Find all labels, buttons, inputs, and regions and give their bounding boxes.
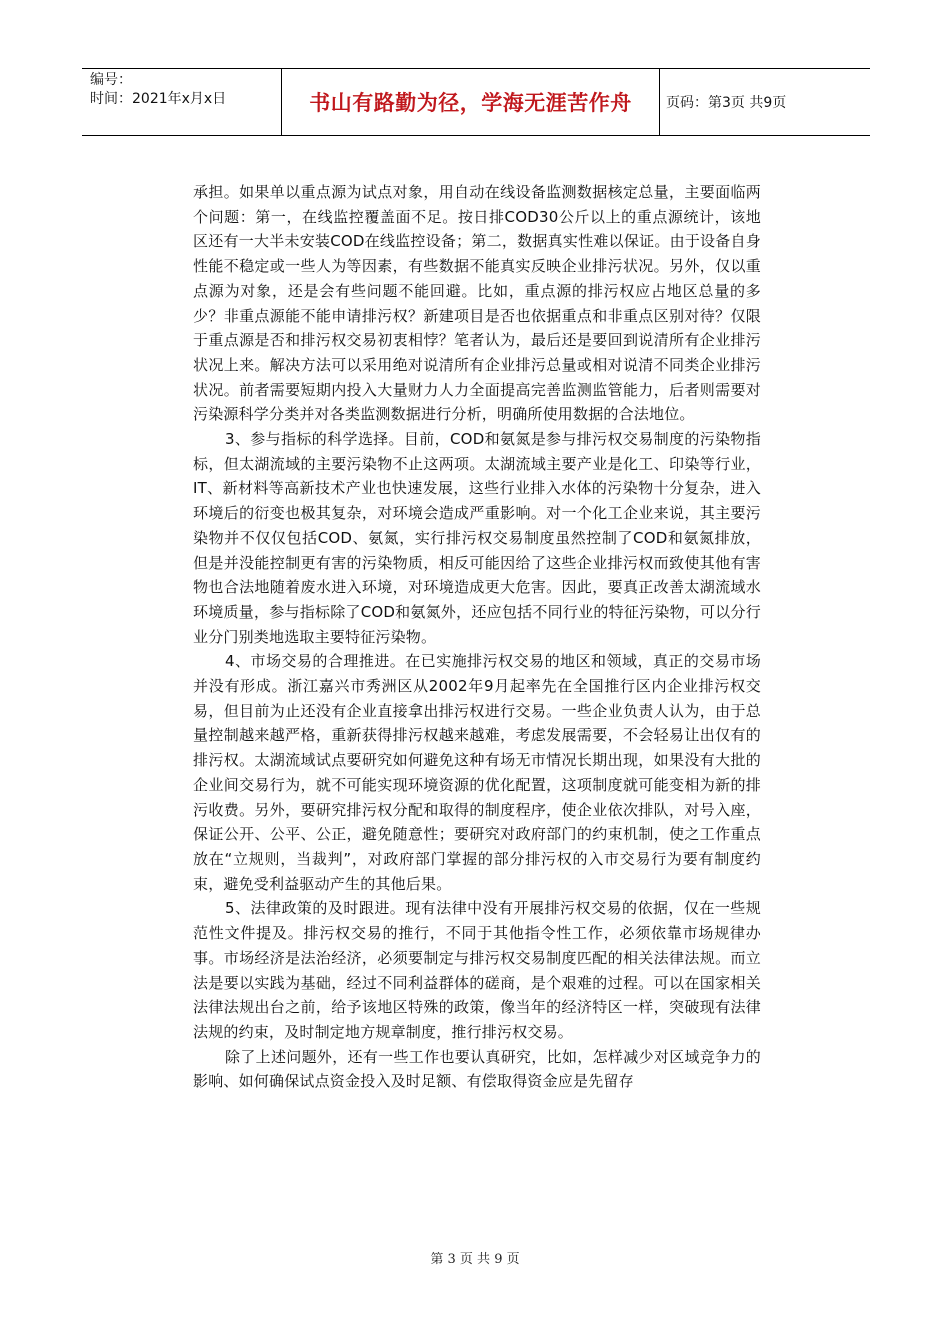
- document-number-label: 编号：: [90, 72, 132, 88]
- header-meta: [82, 69, 282, 135]
- document-body: [193, 180, 761, 1094]
- paragraph: 5、法律政策的及时跟进。现有法律中没有开展排污权交易的依据，仅在一些规范性文件提及。排污权交易的推行，不同于其他指令性工作，必须依靠市场规律办事。市场经济是法治经济，必须要制定与排污权交易制度匹配的相关法律法规。而立法是要以实践为基础，经过不同利益群体的磋商，是个艰难的过程。可以在国家相关法律法规出台之前，给予该地区特殊的政策，像当年的经济特区一样，突破现有法律法规的约束，及时制定地方规章制度，推行排污权交易。: [193, 899, 761, 1041]
- header-page-info: 页码：第3页 共9页: [666, 95, 787, 111]
- document-time-label: 时间：2021年x月x日: [90, 91, 227, 107]
- page-footer: 第 3 页 共 9 页: [430, 1252, 520, 1267]
- paragraph: 3、参与指标的科学选择。目前，COD和氨氮是参与排污权交易制度的污染物指标，但太湖流域的主要污染物不止这两项。太湖流域主要产业是化工、印染等行业，IT、新材料等高新技术产业也快速发展，这些行业排入水体的污染物十分复杂，进入环境后的衍变也极其复杂，对环境会造成严重影响。对一个化工企业来说，其主要污染物并不仅仅包括COD、氨氮，实行排污权交易制度虽然控制了COD和氨氮排放，但是并没能控制更有害的污染物质，相反可能因给了这些企业排污权而致使其他有害物也合法地随着废水进入环境，对环境造成更大危害。因此，要真正改善太湖流域水环境质量，参与指标除了COD和氨氮外，还应包括不同行业的特征污染物，可以分行业分门别类地选取主要特征污染物。: [193, 430, 761, 646]
- paragraph: 承担。如果单以重点源为试点对象，用自动在线设备监测数据核定总量，主要面临两个问题：第一，在线监控覆盖面不足。按日排COD30公斤以上的重点源统计，该地区还有一大半未安装COD在线监控设备；第二，数据真实性难以保证。由于设备自身性能不稳定或一些人为等因素，有些数据不能真实反映企业排污状况。另外，仅以重点源为对象，还是会有些问题不能回避。比如，重点源的排污权应占地区总量的多少？非重点源能不能申请排污权？新建项目是否也依据重点和非重点区别对待？仅限于重点源是否和排污权交易初衷相悖？笔者认为，最后还是要回到说清所有企业排污状况上来。解决方法可以采用绝对说清所有企业排污总量或相对说清不同类企业排污状况。前者需要短期内投入大量财力人力全面提高完善监测监管能力，后者则需要对污染源科学分类并对各类监测数据进行分析，明确所使用数据的合法地位。: [193, 183, 761, 424]
- page-header: [82, 68, 870, 136]
- paragraph: 4、市场交易的合理推进。在已实施排污权交易的地区和领域，真正的交易市场并没有形成。浙江嘉兴市秀洲区从2002年9月起率先在全国推行区内企业排污权交易，但目前为止还没有企业直接拿出排污权进行交易。一些企业负责人认为，由于总量控制越来越严格，重新获得排污权越来越难，考虑发展需要，不会轻易让出仅有的排污权。太湖流域试点要研究如何避免这种有场无市情况长期出现，如果没有大批的企业间交易行为，就不可能实现环境资源的优化配置，这项制度就可能变相为新的排污收费。另外，要研究排污权分配和取得的制度程序，使企业依次排队，对号入座，保证公开、公平、公正，避免随意性；要研究对政府部门的约束机制，使之工作重点放在“立规则，当裁判”，对政府部门掌握的部分排污权的入市交易行为要有制度约束，避免受利益驱动产生的其他后果。: [193, 652, 761, 893]
- paragraph: 除了上述问题外，还有一些工作也要认真研究，比如，怎样减少对区域竞争力的影响、如何确保试点资金投入及时足额、有偿取得资金应是先留存: [193, 1047, 761, 1091]
- header-motto: 书山有路勤为径，学海无涯苦作舟: [282, 69, 660, 135]
